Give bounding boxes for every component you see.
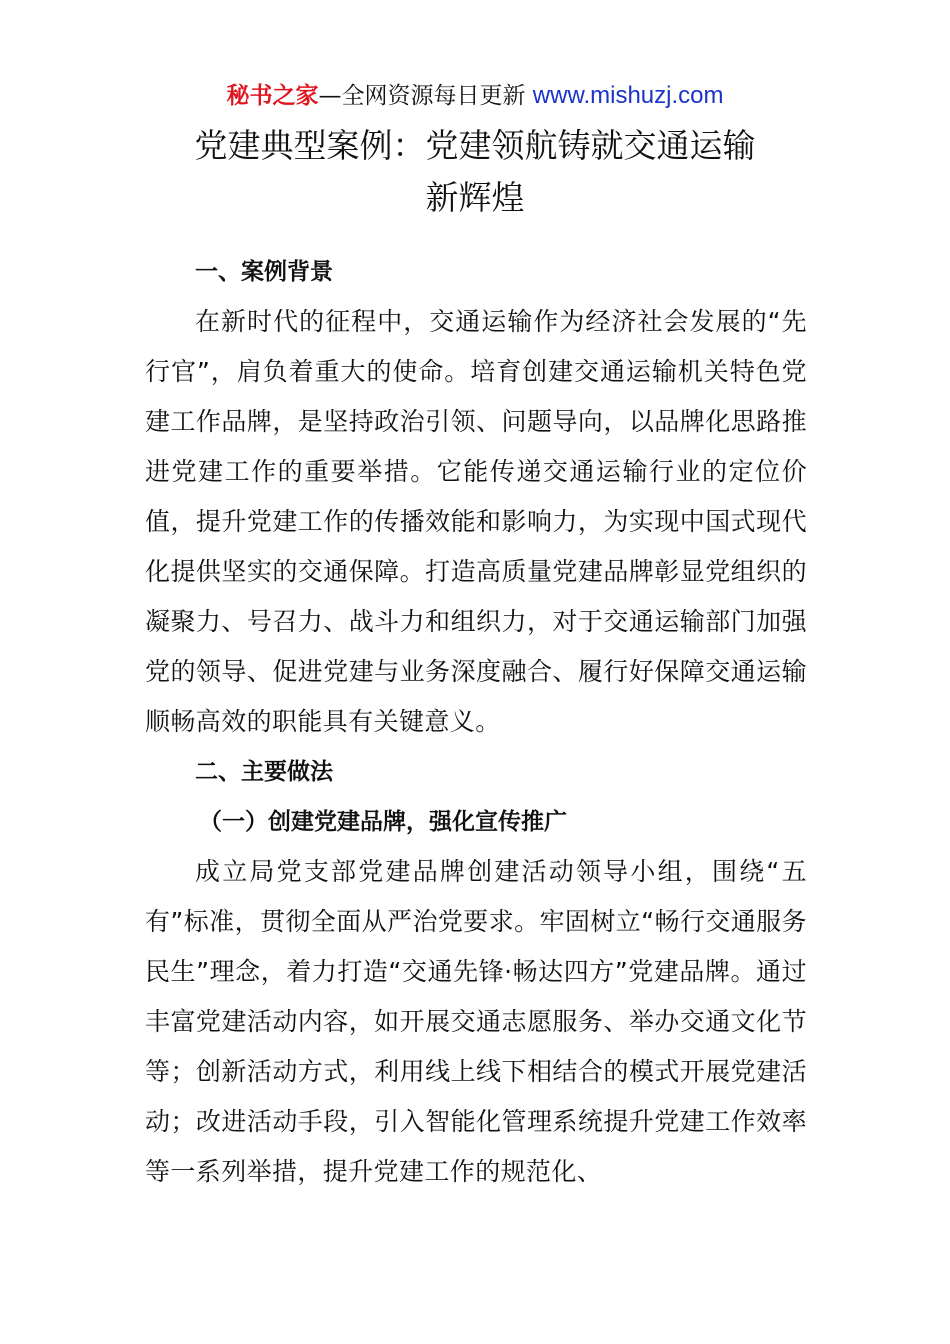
site-url-link[interactable]: www.mishuzj.com [532,82,724,109]
site-brand: 秘书之家 [226,83,319,109]
section-heading-main-practices: 二、主要做法 [195,759,333,785]
subsection-paragraph-brand: 成立局党支部党建品牌创建活动领导小组，围绕“五有”标准，贯彻全面从严治党要求。牢固树立“畅行交通服务民生”理念，着力打造“交通先锋·畅达四方”党建品牌。通过丰富党建活动内容，如开展交通志愿服务、举办交通文化节等；创新活动方式，利用线上线下相结合的模式开展党建活动；改进活动手段，引入智能化管理系统提升党建工作效率等一系列举措，提升党建工作的规范化、 [145,857,807,1186]
section-heading-background: 一、案例背景 [195,259,333,285]
section-paragraph-background: 在新时代的征程中，交通运输作为经济社会发展的“先行官”，肩负着重大的使命。培育创建交通运输机关特色党建工作品牌，是坚持政治引领、问题导向，以品牌化思路推进党建工作的重要举措。它能传递交通运输行业的定位价值，提升党建工作的传播效能和影响力，为实现中国式现代化提供坚实的交通保障。打造高质量党建品牌彰显党组织的凝聚力、号召力、战斗力和组织力，对于交通运输部门加强党的领导、促进党建与业务深度融合、履行好保障交通运输顺畅高效的职能具有关键意义。 [145,307,807,736]
document-title [140,120,810,224]
document-title-line-1: 党建典型案例：党建领航铸就交通运输 [194,126,756,165]
site-header [0,80,950,112]
subsection-heading-brand: （一）创建党建品牌，强化宣传推广 [199,809,567,835]
document-body [145,247,807,1197]
document-title-line-2: 新辉煌 [425,178,525,217]
site-tagline: —全网资源每日更新 [318,83,533,109]
